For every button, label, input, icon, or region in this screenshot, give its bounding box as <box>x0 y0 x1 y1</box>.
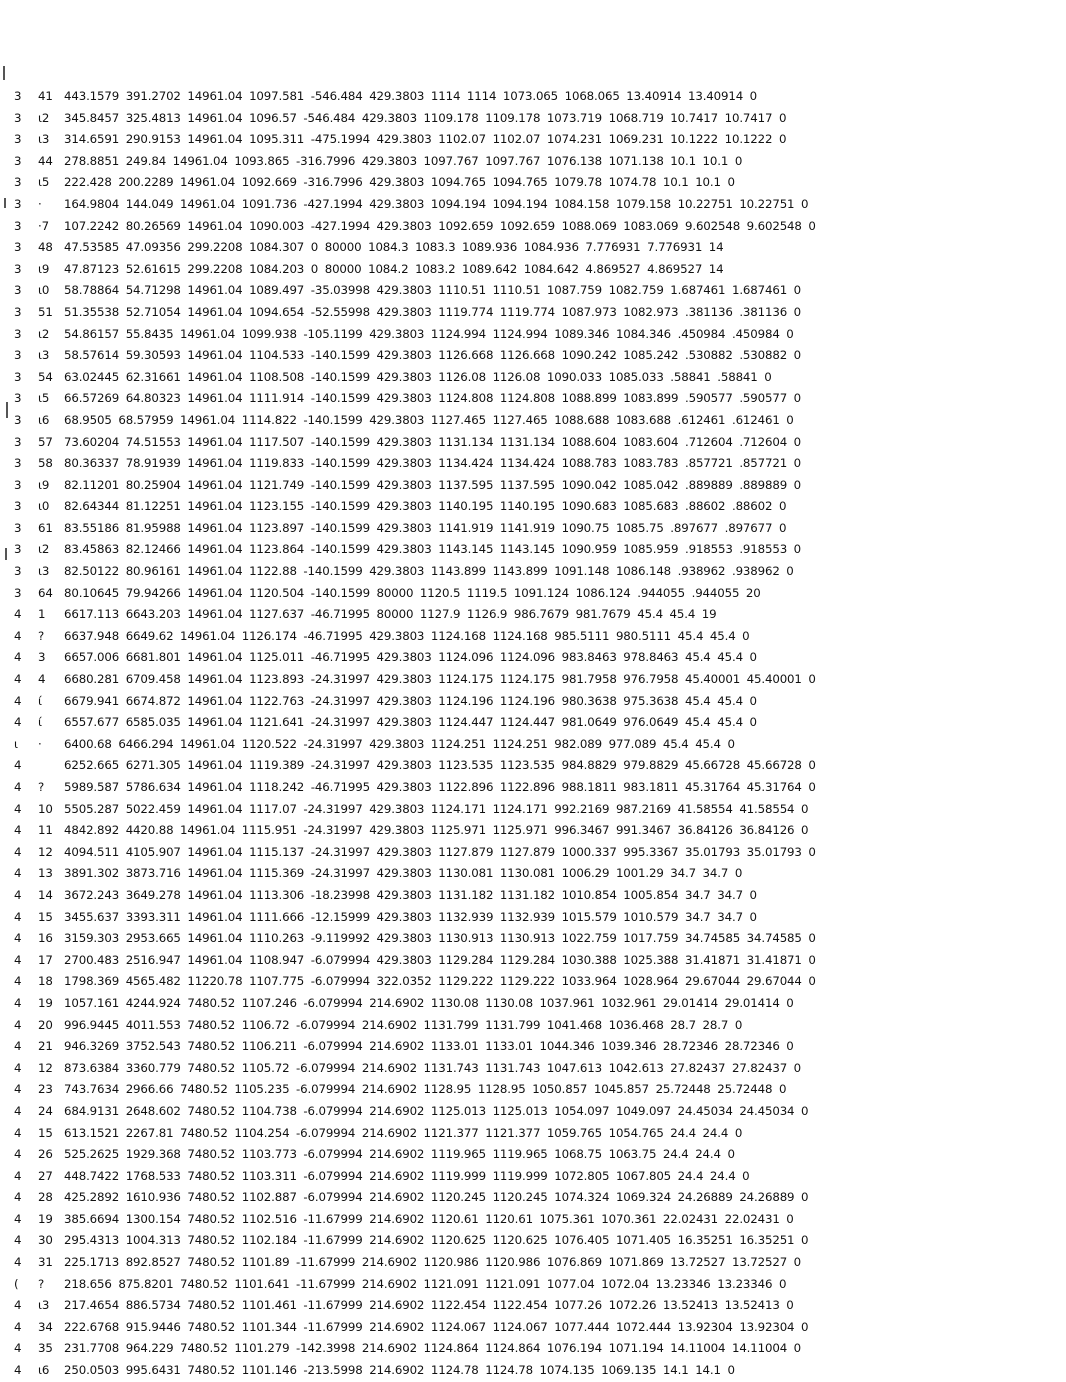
table-row <box>14 755 1059 777</box>
row-index: 41 <box>38 89 53 103</box>
table-row <box>14 539 1059 561</box>
table-row <box>14 194 1059 216</box>
row-group: 3 <box>14 261 22 276</box>
table-row <box>14 453 1059 475</box>
table-row <box>14 1274 1059 1296</box>
table-row <box>14 1101 1059 1123</box>
row-values: 525.2625 1929.368 7480.52 1103.773 -6.079994 214.6902 1119.965 1119.965 1068.75 1063.75 24.4 24.4 0 <box>64 1147 735 1162</box>
row-group: 4 <box>14 693 22 708</box>
row-values: 3159.303 2953.665 14961.04 1110.263 -9.119992 429.3803 1130.913 1130.913 1022.759 1017.759 34.74585 34.74585 0 <box>64 931 816 946</box>
row-values: 218.656 875.8201 7480.52 1101.641 -11.67999 214.6902 1121.091 1121.091 1077.04 1072.04 13.23346 13.23346 0 <box>64 1276 787 1291</box>
row-group: 4 <box>14 1017 22 1032</box>
table-row <box>14 1015 1059 1037</box>
row-values: 83.55186 81.95988 14961.04 1123.897 -140.1599 429.3803 1141.919 1141.919 1090.75 1085.75 .897677 .897677 0 <box>64 520 787 535</box>
row-values: 996.9445 4011.553 7480.52 1106.72 -6.079994 214.6902 1131.799 1131.799 1041.468 1036.468 28.7 28.7 0 <box>64 1017 743 1032</box>
row-group: 3 <box>14 218 22 233</box>
row-group: 4 <box>14 823 22 838</box>
table-row <box>14 324 1059 346</box>
row-index: ι9 <box>38 261 50 276</box>
table-row <box>14 86 1059 108</box>
row-group: 4 <box>14 1233 22 1248</box>
table-row <box>14 129 1059 151</box>
row-index: 11 <box>38 823 53 838</box>
row-values: 4094.511 4105.907 14961.04 1115.137 -24.31997 429.3803 1127.879 1127.879 1000.337 995.3367 35.01793 35.01793 0 <box>64 844 816 859</box>
table-row <box>14 820 1059 842</box>
row-values: 2700.483 2516.947 14961.04 1108.947 -6.079994 429.3803 1129.284 1129.284 1030.388 1025.388 31.41871 31.41871 0 <box>64 952 816 967</box>
table-row <box>14 302 1059 324</box>
row-group: 4 <box>14 887 22 902</box>
table-row <box>14 950 1059 972</box>
table-row <box>14 863 1059 885</box>
row-group: 4 <box>14 931 22 946</box>
data-table <box>14 86 1059 1382</box>
row-group: 4 <box>14 1125 22 1140</box>
row-values: 73.60204 74.51553 14961.04 1117.507 -140.1599 429.3803 1131.134 1131.134 1088.604 1083.604 .712604 .712604 0 <box>64 434 802 449</box>
row-group: 4 <box>14 1298 22 1313</box>
row-index: ί <box>38 693 42 708</box>
row-group: 3 <box>14 520 22 535</box>
row-group: 3 <box>14 304 22 319</box>
table-row <box>14 885 1059 907</box>
row-index: 12 <box>38 1060 53 1075</box>
row-values: 225.1713 892.8527 7480.52 1101.89 -11.67999 214.6902 1120.986 1120.986 1076.869 1071.869 13.72527 13.72527 0 <box>64 1255 802 1270</box>
row-group: 4 <box>14 801 22 816</box>
table-row <box>14 712 1059 734</box>
row-group: 4 <box>14 974 22 989</box>
table-row <box>14 1209 1059 1231</box>
row-group: 3 <box>14 585 22 600</box>
row-group: ι <box>14 736 18 751</box>
row-group: 3 <box>14 153 22 168</box>
row-values: 1798.369 4565.482 11220.78 1107.775 -6.079994 322.0352 1129.222 1129.222 1033.964 1028.964 29.67044 29.67044 0 <box>64 974 816 989</box>
row-index: 58 <box>38 456 53 471</box>
row-values: 63.02445 62.31661 14961.04 1108.508 -140.1599 429.3803 1126.08 1126.08 1090.033 1085.033 .58841 .58841 0 <box>64 369 772 384</box>
row-values: 58.78864 54.71298 14961.04 1089.497 -35.03998 429.3803 1110.51 1110.51 1087.759 1082.759 1.687461 1.687461 0 <box>64 283 802 298</box>
row-group: 4 <box>14 1190 22 1205</box>
table-row <box>14 1252 1059 1274</box>
row-index: ι3 <box>38 564 50 579</box>
row-values: 222.6768 915.9446 7480.52 1101.344 -11.67999 214.6902 1124.067 1124.067 1077.444 1072.444 13.92304 13.92304 0 <box>64 1319 809 1334</box>
table-row <box>14 367 1059 389</box>
row-values: 68.9505 68.57959 14961.04 1114.822 -140.1599 429.3803 1127.465 1127.465 1088.688 1083.688 .612461 .612461 0 <box>64 412 794 427</box>
row-index: ι6 <box>38 412 50 427</box>
table-row <box>14 1123 1059 1145</box>
row-group: 3 <box>14 175 22 190</box>
row-values: 345.8457 325.4813 14961.04 1096.57 -546.484 429.3803 1109.178 1109.178 1073.719 1068.719 10.7417 10.7417 0 <box>64 110 787 125</box>
table-row <box>14 108 1059 130</box>
row-index: 44 <box>38 153 53 168</box>
row-group: 4 <box>14 628 22 643</box>
row-group: 3 <box>14 369 22 384</box>
row-values: 5989.587 5786.634 14961.04 1118.242 -46.71995 429.3803 1122.896 1122.896 988.1811 983.1811 45.31764 45.31764 0 <box>64 780 816 794</box>
row-values: 47.53585 47.09356 299.2208 1084.307 0 80000 1084.3 1083.3 1089.936 1084.936 7.776931 7.776931 14 <box>64 240 724 255</box>
row-index: 24 <box>38 1103 53 1118</box>
row-index: ? <box>38 1276 45 1291</box>
row-group: 4 <box>14 672 22 687</box>
row-values: 51.35538 52.71054 14961.04 1094.654 -52.55998 429.3803 1119.774 1119.774 1087.973 1082.973 .381136 .381136 0 <box>64 304 802 319</box>
row-index: ι3 <box>38 132 50 147</box>
row-index: ι9 <box>38 477 50 492</box>
scan-margin-mark <box>5 548 7 560</box>
row-index: · <box>38 196 42 211</box>
table-row <box>14 1338 1059 1360</box>
row-group: 4 <box>14 715 22 730</box>
row-group: 4 <box>14 780 22 794</box>
row-values: 231.7708 964.229 7480.52 1101.279 -142.3998 214.6902 1124.864 1124.864 1076.194 1071.194 14.11004 14.11004 0 <box>64 1341 802 1356</box>
table-row <box>14 1295 1059 1317</box>
row-values: 946.3269 3752.543 7480.52 1106.211 -6.079994 214.6902 1133.01 1133.01 1044.346 1039.346 28.72346 28.72346 0 <box>64 1039 794 1054</box>
row-group: 3 <box>14 110 22 125</box>
row-values: 222.428 200.2289 14961.04 1092.669 -316.7996 429.3803 1094.765 1094.765 1079.78 1074.78 10.1 10.1 0 <box>64 175 735 190</box>
row-index: ι3 <box>38 348 50 363</box>
row-values: 6252.665 6271.305 14961.04 1119.389 -24.31997 429.3803 1123.535 1123.535 984.8829 979.8829 45.66728 45.66728 0 <box>64 758 816 773</box>
table-row <box>14 172 1059 194</box>
table-row <box>14 496 1059 518</box>
table-row <box>14 777 1059 799</box>
row-group: 3 <box>14 434 22 449</box>
row-values: 295.4313 1004.313 7480.52 1102.184 -11.67999 214.6902 1120.625 1120.625 1076.405 1071.405 16.35251 16.35251 0 <box>64 1233 809 1248</box>
row-values: 3672.243 3649.278 14961.04 1113.306 -18.23998 429.3803 1131.182 1131.182 1010.854 1005.854 34.7 34.7 0 <box>64 887 757 902</box>
table-row <box>14 259 1059 281</box>
row-index: ι0 <box>38 283 50 298</box>
table-row <box>14 388 1059 410</box>
table-row <box>14 1317 1059 1339</box>
row-index: 51 <box>38 304 53 319</box>
row-group: ( <box>14 1276 19 1291</box>
row-group: 4 <box>14 1319 22 1334</box>
row-index: 4 <box>38 672 46 687</box>
row-values: 385.6694 1300.154 7480.52 1102.516 -11.67999 214.6902 1120.61 1120.61 1075.361 1070.361 22.02431 22.02431 0 <box>64 1211 794 1226</box>
row-index: ί <box>38 715 42 730</box>
row-values: 80.36337 78.91939 14961.04 1119.833 -140.1599 429.3803 1134.424 1134.424 1088.783 1083.783 .857721 .857721 0 <box>64 456 802 471</box>
row-index: ι0 <box>38 499 50 514</box>
row-values: 82.64344 81.12251 14961.04 1123.155 -140.1599 429.3803 1140.195 1140.195 1090.683 1085.683 .88602 .88602 0 <box>64 499 787 514</box>
scan-margin-mark <box>6 402 8 418</box>
table-row <box>14 647 1059 669</box>
row-index: 16 <box>38 931 53 946</box>
row-index: 1 <box>38 607 46 622</box>
row-index: 34 <box>38 1319 53 1334</box>
row-group: 4 <box>14 1211 22 1226</box>
row-values: 6617.113 6643.203 14961.04 1127.637 -46.71995 80000 1127.9 1126.9 986.7679 981.7679 45.4 45.4 19 <box>64 607 717 622</box>
row-values: 83.45863 82.12466 14961.04 1123.864 -140.1599 429.3803 1143.145 1143.145 1090.959 1085.959 .918553 .918553 0 <box>64 542 802 557</box>
table-row <box>14 1187 1059 1209</box>
row-group: 3 <box>14 391 22 406</box>
table-row <box>14 626 1059 648</box>
table-row <box>14 1079 1059 1101</box>
table-row <box>14 237 1059 259</box>
row-index: 54 <box>38 369 53 384</box>
row-values: 6679.941 6674.872 14961.04 1122.763 -24.31997 429.3803 1124.196 1124.196 980.3638 975.3638 45.4 45.4 0 <box>64 693 757 708</box>
row-values: 66.57269 64.80323 14961.04 1111.914 -140.1599 429.3803 1124.808 1124.808 1088.899 1083.899 .590577 .590577 0 <box>64 391 802 406</box>
row-group: 3 <box>14 240 22 255</box>
row-group: 3 <box>14 196 22 211</box>
row-group: 3 <box>14 456 22 471</box>
row-values: 3891.302 3873.716 14961.04 1115.369 -24.31997 429.3803 1130.081 1130.081 1006.29 1001.29 34.7 34.7 0 <box>64 866 743 881</box>
row-group: 4 <box>14 1147 22 1162</box>
row-values: 54.86157 55.8435 14961.04 1099.938 -105.1199 429.3803 1124.994 1124.994 1089.346 1084.346 .450984 .450984 0 <box>64 326 794 341</box>
table-row <box>14 907 1059 929</box>
row-index: 64 <box>38 585 53 600</box>
row-index: 28 <box>38 1190 53 1205</box>
row-group: 3 <box>14 477 22 492</box>
row-group: 4 <box>14 909 22 924</box>
row-values: 82.11201 80.25904 14961.04 1121.749 -140.1599 429.3803 1137.595 1137.595 1090.042 1085.042 .889889 .889889 0 <box>64 477 802 492</box>
row-index: 15 <box>38 1125 53 1140</box>
table-row <box>14 928 1059 950</box>
row-values: 80.10645 79.94266 14961.04 1120.504 -140.1599 80000 1120.5 1119.5 1091.124 1086.124 .944055 .944055 20 <box>64 585 761 600</box>
row-values: 6400.68 6466.294 14961.04 1120.522 -24.31997 429.3803 1124.251 1124.251 982.089 977.089 45.4 45.4 0 <box>64 736 735 751</box>
row-index: ι3 <box>38 1298 50 1313</box>
row-index: 35 <box>38 1341 53 1356</box>
table-row <box>14 345 1059 367</box>
row-index: 13 <box>38 866 53 881</box>
table-row <box>14 691 1059 713</box>
row-index: 31 <box>38 1255 53 1270</box>
row-index: 19 <box>38 1211 53 1226</box>
row-index: 19 <box>38 995 53 1010</box>
row-group: 4 <box>14 1341 22 1356</box>
row-group: 3 <box>14 89 22 103</box>
row-values: 314.6591 290.9153 14961.04 1095.311 -475.1994 429.3803 1102.07 1102.07 1074.231 1069.231 10.1222 10.1222 0 <box>64 132 787 147</box>
row-index: 27 <box>38 1168 53 1183</box>
row-group: 4 <box>14 1168 22 1183</box>
row-values: 107.2242 80.26569 14961.04 1090.003 -427.1994 429.3803 1092.659 1092.659 1088.069 1083.069 9.602548 9.602548 0 <box>64 218 816 233</box>
row-values: 448.7422 1768.533 7480.52 1103.311 -6.079994 214.6902 1119.999 1119.999 1072.805 1067.805 24.4 24.4 0 <box>64 1168 750 1183</box>
table-row <box>14 1144 1059 1166</box>
row-group: 3 <box>14 132 22 147</box>
table-row <box>14 604 1059 626</box>
row-values: 250.0503 995.6431 7480.52 1101.146 -213.5998 214.6902 1124.78 1124.78 1074.135 1069.135 14.1 14.1 0 <box>64 1363 735 1378</box>
row-group: 4 <box>14 1060 22 1075</box>
row-values: 6657.006 6681.801 14961.04 1125.011 -46.71995 429.3803 1124.096 1124.096 983.8463 978.8463 45.4 45.4 0 <box>64 650 757 665</box>
row-index: 12 <box>38 844 53 859</box>
row-index: 18 <box>38 974 53 989</box>
row-group: 4 <box>14 1103 22 1118</box>
row-index: 10 <box>38 801 53 816</box>
row-index: ·7 <box>38 218 49 233</box>
row-values: 82.50122 80.96161 14961.04 1122.88 -140.1599 429.3803 1143.899 1143.899 1091.148 1086.148 .938962 .938962 0 <box>64 564 794 579</box>
row-index: 15 <box>38 909 53 924</box>
row-index: ι6 <box>38 1363 50 1378</box>
row-group: 3 <box>14 499 22 514</box>
row-index: 26 <box>38 1147 53 1162</box>
row-values: 873.6384 3360.779 7480.52 1105.72 -6.079994 214.6902 1131.743 1131.743 1047.613 1042.613 27.82437 27.82437 0 <box>64 1060 802 1075</box>
row-values: 684.9131 2648.602 7480.52 1104.738 -6.079994 214.6902 1125.013 1125.013 1054.097 1049.097 24.45034 24.45034 0 <box>64 1103 809 1118</box>
table-row <box>14 669 1059 691</box>
table-row <box>14 410 1059 432</box>
table-row <box>14 993 1059 1015</box>
table-row <box>14 583 1059 605</box>
row-values: 278.8851 249.84 14961.04 1093.865 -316.7996 429.3803 1097.767 1097.767 1076.138 1071.138 10.1 10.1 0 <box>64 153 743 168</box>
row-group: 3 <box>14 326 22 341</box>
table-row <box>14 799 1059 821</box>
table-row <box>14 280 1059 302</box>
row-index: ι2 <box>38 542 50 557</box>
row-group: 4 <box>14 866 22 881</box>
row-index: 57 <box>38 434 53 449</box>
row-group: 3 <box>14 348 22 363</box>
row-index: 3 <box>38 650 46 665</box>
row-values: 4842.892 4420.88 14961.04 1115.951 -24.31997 429.3803 1125.971 1125.971 996.3467 991.3467 36.84126 36.84126 0 <box>64 823 809 838</box>
row-group: 3 <box>14 412 22 427</box>
row-values: 443.1579 391.2702 14961.04 1097.581 -546.484 429.3803 1114 1114 1073.065 1068.065 13.40914 13.40914 0 <box>64 89 758 103</box>
row-values: 613.1521 2267.81 7480.52 1104.254 -6.079994 214.6902 1121.377 1121.377 1059.765 1054.765 24.4 24.4 0 <box>64 1125 743 1140</box>
row-values: 6637.948 6649.62 14961.04 1126.174 -46.71995 429.3803 1124.168 1124.168 985.5111 980.5111 45.4 45.4 0 <box>64 628 750 643</box>
row-group: 4 <box>14 1082 22 1097</box>
row-index: ι5 <box>38 175 50 190</box>
row-group: 4 <box>14 607 22 622</box>
table-row <box>14 561 1059 583</box>
row-values: 58.57614 59.30593 14961.04 1104.533 -140.1599 429.3803 1126.668 1126.668 1090.242 1085.242 .530882 .530882 0 <box>64 348 802 363</box>
table-row <box>14 1230 1059 1252</box>
row-values: 217.4654 886.5734 7480.52 1101.461 -11.67999 214.6902 1122.454 1122.454 1077.26 1072.26 13.52413 13.52413 0 <box>64 1298 794 1313</box>
row-values: 3455.637 3393.311 14961.04 1111.666 -12.15999 429.3803 1132.939 1132.939 1015.579 1010.579 34.7 34.7 0 <box>64 909 757 924</box>
row-group: 4 <box>14 844 22 859</box>
row-index: 20 <box>38 1017 53 1032</box>
row-index: ι5 <box>38 391 50 406</box>
row-index: ? <box>38 780 45 794</box>
table-row <box>14 734 1059 756</box>
row-values: 6557.677 6585.035 14961.04 1121.641 -24.31997 429.3803 1124.447 1124.447 981.0649 976.0649 45.4 45.4 0 <box>64 715 757 730</box>
table-row <box>14 842 1059 864</box>
row-group: 3 <box>14 542 22 557</box>
row-group: 4 <box>14 1255 22 1270</box>
row-index: 14 <box>38 887 53 902</box>
table-row <box>14 151 1059 173</box>
row-values: 47.87123 52.61615 299.2208 1084.203 0 80000 1084.2 1083.2 1089.642 1084.642 4.869527 4.869527 14 <box>64 261 724 276</box>
table-row <box>14 518 1059 540</box>
row-values: 743.7634 2966.66 7480.52 1105.235 -6.079994 214.6902 1128.95 1128.95 1050.857 1045.857 25.72448 25.72448 0 <box>64 1082 787 1097</box>
row-group: 4 <box>14 650 22 665</box>
scan-margin-mark <box>3 66 5 80</box>
table-row <box>14 1036 1059 1058</box>
row-index: · <box>38 736 42 751</box>
row-group: 4 <box>14 758 22 773</box>
row-index: 17 <box>38 952 53 967</box>
row-group: 4 <box>14 995 22 1010</box>
row-group: 3 <box>14 564 22 579</box>
row-group: 4 <box>14 952 22 967</box>
row-group: 4 <box>14 1039 22 1054</box>
table-row <box>14 971 1059 993</box>
row-values: 6680.281 6709.458 14961.04 1123.893 -24.31997 429.3803 1124.175 1124.175 981.7958 976.7958 45.40001 45.40001 0 <box>64 672 816 687</box>
table-row <box>14 1360 1059 1382</box>
row-values: 1057.161 4244.924 7480.52 1107.246 -6.079994 214.6902 1130.08 1130.08 1037.961 1032.961 29.01414 29.01414 0 <box>64 995 794 1010</box>
table-row <box>14 216 1059 238</box>
row-values: 425.2892 1610.936 7480.52 1102.887 -6.079994 214.6902 1120.245 1120.245 1074.324 1069.324 24.26889 24.26889 0 <box>64 1190 809 1205</box>
row-index: ? <box>38 628 45 643</box>
row-index: 30 <box>38 1233 53 1248</box>
table-row <box>14 1166 1059 1188</box>
row-group: 3 <box>14 283 22 298</box>
row-index: ι2 <box>38 326 50 341</box>
table-row <box>14 475 1059 497</box>
row-index: 48 <box>38 240 53 255</box>
row-index: 23 <box>38 1082 53 1097</box>
row-group: 4 <box>14 1363 22 1378</box>
row-index: ι2 <box>38 110 50 125</box>
row-index: 21 <box>38 1039 53 1054</box>
table-row <box>14 432 1059 454</box>
row-index: 61 <box>38 520 53 535</box>
row-values: 5505.287 5022.459 14961.04 1117.07 -24.31997 429.3803 1124.171 1124.171 992.2169 987.2169 41.58554 41.58554 0 <box>64 801 809 816</box>
row-values: 164.9804 144.049 14961.04 1091.736 -427.1994 429.3803 1094.194 1094.194 1084.158 1079.158 10.22751 10.22751 0 <box>64 196 809 211</box>
table-row <box>14 1058 1059 1080</box>
scan-margin-mark <box>4 198 6 208</box>
